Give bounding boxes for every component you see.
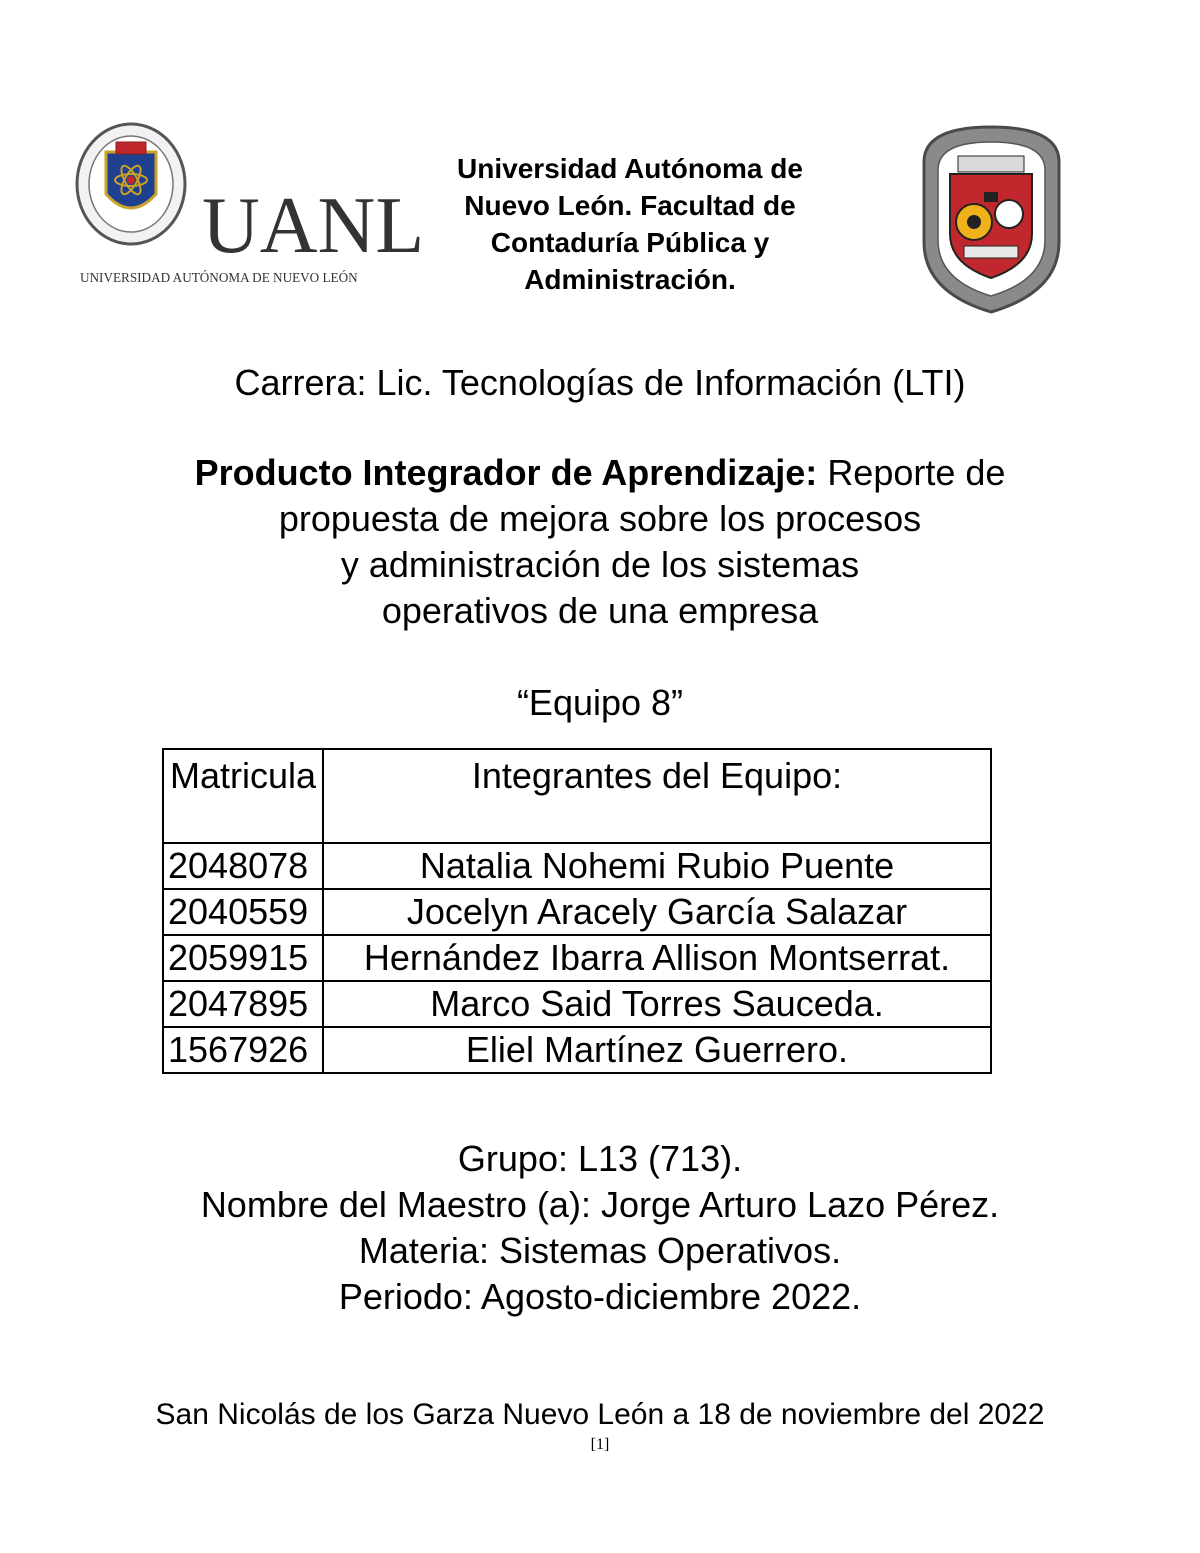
teacher-line: Nombre del Maestro (a): Jorge Arturo Lazo Pérez. <box>200 1184 1000 1225</box>
institution-title-line: Administración. <box>524 264 736 295</box>
uanl-subtitle: UNIVERSIDAD AUTÓNOMA DE NUEVO LEÓN <box>80 270 358 285</box>
team-name: “Equipo 8” <box>516 682 684 723</box>
table-row <box>163 981 991 1027</box>
pia-line: propuesta de mejora sobre los procesos <box>278 498 922 539</box>
student-name-cell: Jocelyn Aracely García Salazar <box>323 889 991 935</box>
group-line: Grupo: L13 (713). <box>457 1138 743 1179</box>
page-number: [1] <box>590 1436 610 1453</box>
column-header-members: Integrantes del Equipo: <box>323 749 991 843</box>
student-id-cell: 2059915 <box>163 935 323 981</box>
pia-block <box>0 450 1200 634</box>
student-id-cell: 1567926 <box>163 1027 323 1073</box>
student-name-cell: Natalia Nohemi Rubio Puente <box>323 843 991 889</box>
period-line: Periodo: Agosto-diciembre 2022. <box>338 1276 862 1317</box>
column-header-id: Matricula <box>163 749 323 843</box>
fcpya-logo <box>914 122 1069 317</box>
uanl-seal-icon <box>76 122 425 292</box>
members-table <box>162 748 992 1074</box>
institution-title-line: Contaduría Pública y <box>490 227 770 258</box>
table-header-row <box>163 749 991 843</box>
course-info <box>0 1136 1200 1320</box>
pia-first-line-rest: Reporte de <box>827 452 1006 493</box>
student-id-cell: 2048078 <box>163 843 323 889</box>
student-id-cell: 2047895 <box>163 981 323 1027</box>
table-row <box>163 843 991 889</box>
table-row <box>163 889 991 935</box>
pia-first-line <box>0 450 1200 496</box>
pia-line: operativos de una empresa <box>381 590 819 631</box>
uanl-wordmark: UANL <box>202 182 425 270</box>
uanl-logo <box>76 122 425 292</box>
student-name-cell: Eliel Martínez Guerrero. <box>323 1027 991 1073</box>
student-name-cell: Hernández Ibarra Allison Montserrat. <box>323 935 991 981</box>
subject-line: Materia: Sistemas Operativos. <box>358 1230 842 1271</box>
place-date: San Nicolás de los Garza Nuevo León a 18 de noviembre del 2022 <box>155 1398 1045 1431</box>
career-line: Carrera: Lic. Tecnologías de Información (LTI) <box>234 362 966 403</box>
table-row <box>163 1027 991 1073</box>
student-id-cell: 2040559 <box>163 889 323 935</box>
institution-title-line: Nuevo León. Facultad de <box>464 190 796 221</box>
institution-title <box>420 150 840 298</box>
institution-title-line: Universidad Autónoma de <box>457 153 803 184</box>
pia-label: Producto Integrador de Aprendizaje: <box>194 452 818 493</box>
pia-line: y administración de los sistemas <box>340 544 860 585</box>
table-row <box>163 935 991 981</box>
student-name-cell: Marco Said Torres Sauceda. <box>323 981 991 1027</box>
fcpya-seal-icon <box>914 122 1069 317</box>
